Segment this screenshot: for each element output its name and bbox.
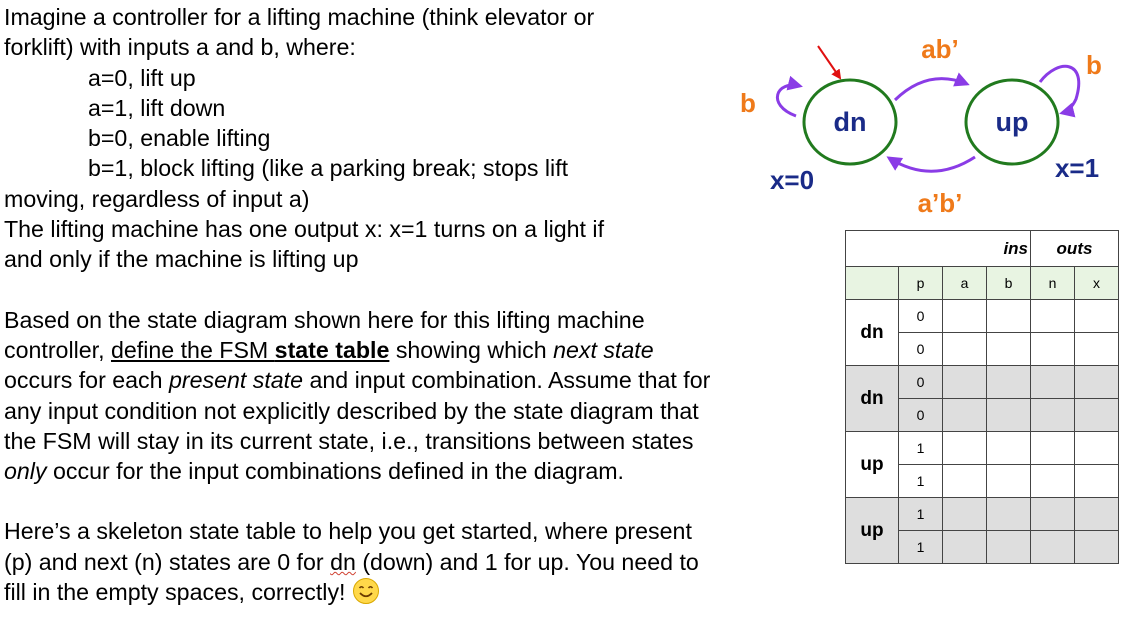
task-text: and input combination. Assume that for (303, 367, 711, 394)
cell-n-empty[interactable] (1031, 366, 1075, 399)
cell-a-empty[interactable] (943, 333, 987, 366)
smiley-icon (352, 577, 380, 605)
table-row (846, 366, 1119, 399)
hint-line-3 (4, 577, 824, 607)
cell-b-empty[interactable] (987, 333, 1031, 366)
spacer (4, 275, 824, 305)
cell-a-empty[interactable] (943, 300, 987, 333)
task-next-state-term: next state (553, 336, 654, 363)
transition-label-ab: ab’ (921, 34, 959, 64)
input-def-3: b=0, enable lifting (88, 125, 271, 152)
task-line-4: any input condition not explicitly described by the state diagram that (4, 397, 699, 424)
cell-p: 0 (899, 333, 943, 366)
col-header-p: p (899, 267, 943, 300)
output-up-label: x=1 (1054, 153, 1100, 183)
cell-p: 1 (899, 498, 943, 531)
cell-b-empty[interactable] (987, 399, 1031, 432)
state-up-label: up (995, 107, 1029, 137)
cell-p: 1 (899, 531, 943, 564)
self-loop-up (1040, 66, 1079, 113)
task-line-3 (4, 365, 824, 395)
col-header-a: a (943, 267, 987, 300)
cell-n-empty[interactable] (1031, 333, 1075, 366)
state-table (845, 230, 1119, 564)
table-row (846, 300, 1119, 333)
task-present-state-term: present state (168, 367, 304, 394)
cell-p: 0 (899, 366, 943, 399)
hint-line-1: Here’s a skeleton state table to help you get started, where present (4, 518, 692, 545)
col-header-n: n (1031, 267, 1075, 300)
cell-a-empty[interactable] (943, 366, 987, 399)
col-header-b: b (987, 267, 1031, 300)
cell-a-empty[interactable] (943, 531, 987, 564)
cell-n-empty[interactable] (1031, 531, 1075, 564)
cell-b-empty[interactable] (987, 366, 1031, 399)
header-ins: ins (899, 231, 1031, 267)
cell-a-empty[interactable] (943, 432, 987, 465)
cell-a-empty[interactable] (943, 465, 987, 498)
cell-b-empty[interactable] (987, 531, 1031, 564)
table-row (846, 432, 1119, 465)
intro-line-2: forklift) with inputs a and b, where: (4, 34, 356, 61)
hint-text: (p) and next (n) states are 0 for (4, 548, 331, 575)
self-loop-dn (777, 85, 800, 116)
cell-x-empty[interactable] (1075, 432, 1119, 465)
intro-line-5: and only if the machine is lifting up (4, 246, 359, 273)
cell-p: 1 (899, 432, 943, 465)
cell-b-empty[interactable] (987, 300, 1031, 333)
task-line-5: the FSM will stay in its current state, i.e., transitions between states (4, 427, 694, 454)
task-line-2 (4, 335, 824, 365)
present-state-label: up (846, 432, 899, 498)
subheader-blank (846, 267, 899, 300)
task-text: occurs for each (4, 367, 169, 394)
task-only-term: only (4, 458, 47, 485)
cell-x-empty[interactable] (1075, 465, 1119, 498)
self-loop-dn-label: b (740, 88, 756, 118)
self-loop-up-label: b (1086, 50, 1102, 80)
transition-dn-to-up (895, 79, 967, 100)
initial-state-arrow (818, 46, 840, 78)
cell-a-empty[interactable] (943, 399, 987, 432)
header-blank (846, 231, 899, 267)
transition-up-to-dn (889, 157, 975, 171)
cell-n-empty[interactable] (1031, 399, 1075, 432)
hint-text: fill in the empty spaces, correctly! (4, 579, 352, 606)
header-outs: outs (1031, 231, 1119, 267)
cell-x-empty[interactable] (1075, 366, 1119, 399)
hint-line-2 (4, 547, 824, 577)
col-header-x: x (1075, 267, 1119, 300)
output-dn-label: x=0 (769, 165, 815, 195)
present-state-label: up (846, 498, 899, 564)
cell-n-empty[interactable] (1031, 300, 1075, 333)
present-state-label: dn (846, 366, 899, 432)
task-underlined-text: define the FSM (110, 336, 275, 363)
intro-line-4: The lifting machine has one output x: x=1 turns on a light if (4, 216, 605, 243)
state-diagram (700, 20, 1140, 230)
task-line-6 (4, 456, 824, 486)
input-def-2: a=1, lift down (88, 94, 226, 121)
cell-x-empty[interactable] (1075, 300, 1119, 333)
input-def-1: a=0, lift up (88, 64, 196, 91)
task-text: occur for the input combinations defined in the diagram. (46, 458, 624, 485)
intro-line-1: Imagine a controller for a lifting machine (think elevator or (4, 4, 595, 30)
cell-b-empty[interactable] (987, 465, 1031, 498)
input-def-4: b=1, block lifting (like a parking break; stops lift (88, 155, 569, 182)
cell-a-empty[interactable] (943, 498, 987, 531)
cell-x-empty[interactable] (1075, 531, 1119, 564)
task-underlined (111, 337, 389, 363)
task-text: showing which (389, 336, 554, 363)
present-state-label: dn (846, 300, 899, 366)
table-row (846, 498, 1119, 531)
task-state-table-term: state table (274, 336, 390, 363)
intro-line-3: moving, regardless of input a) (4, 185, 310, 212)
cell-p: 0 (899, 300, 943, 333)
cell-b-empty[interactable] (987, 432, 1031, 465)
cell-n-empty[interactable] (1031, 432, 1075, 465)
cell-x-empty[interactable] (1075, 333, 1119, 366)
spacer (4, 486, 824, 516)
hint-dn-term: dn (330, 548, 356, 575)
task-line-1: Based on the state diagram shown here for this lifting machine (4, 306, 645, 333)
transition-label-a-b: a’b’ (917, 188, 963, 218)
hint-text: (down) and 1 for up. You need to (355, 548, 699, 575)
cell-x-empty[interactable] (1075, 498, 1119, 531)
cell-p: 1 (899, 465, 943, 498)
task-text: controller, (4, 336, 111, 363)
state-dn-label: dn (833, 107, 867, 137)
cell-p: 0 (899, 399, 943, 432)
cell-x-empty[interactable] (1075, 399, 1119, 432)
cell-n-empty[interactable] (1031, 498, 1075, 531)
cell-b-empty[interactable] (987, 498, 1031, 531)
cell-n-empty[interactable] (1031, 465, 1075, 498)
